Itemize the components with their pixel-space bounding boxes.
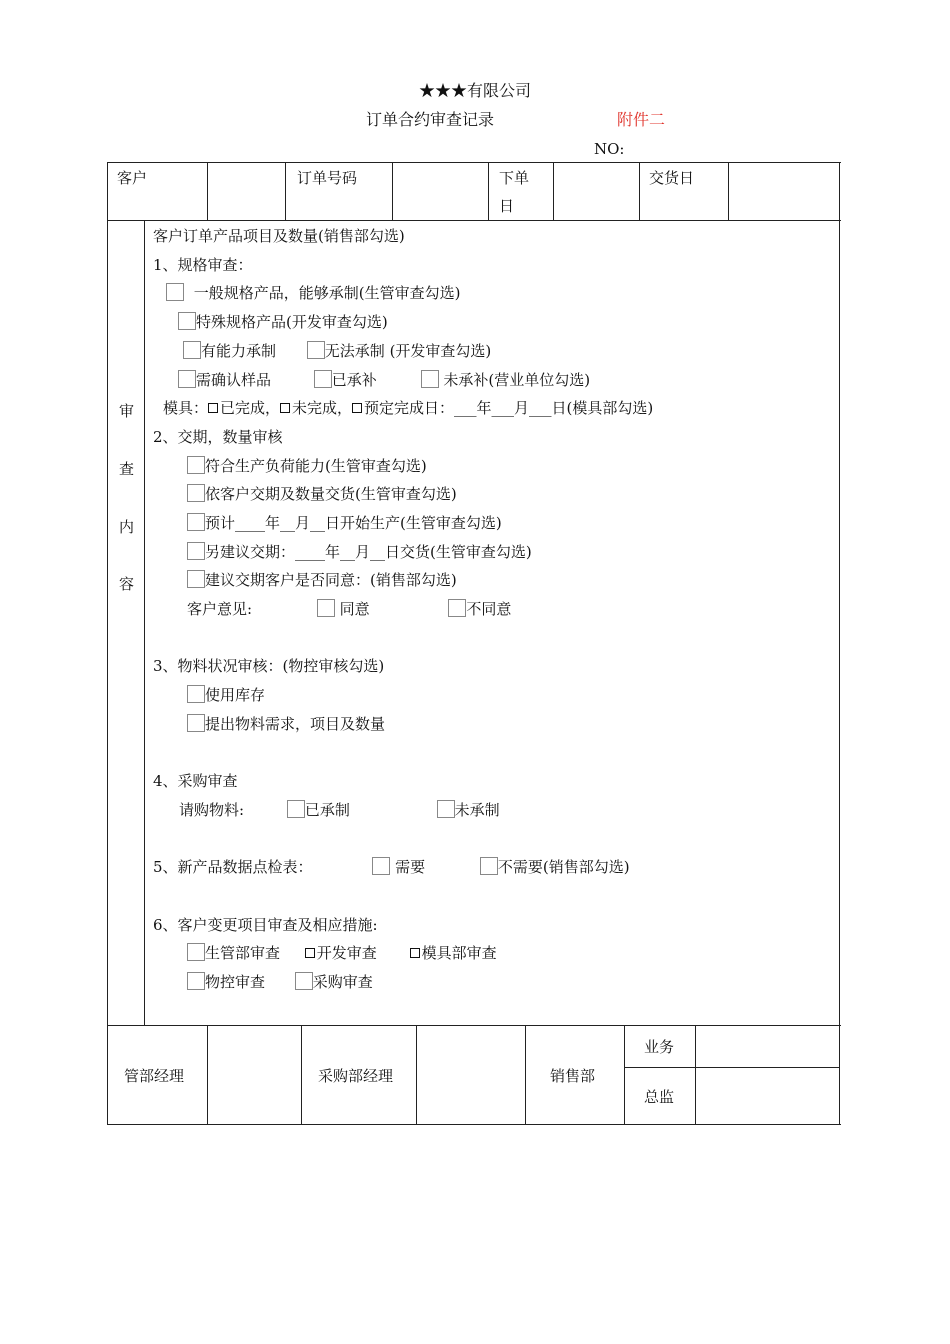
footer-divider xyxy=(624,1025,625,1124)
mold-undone-checkbox[interactable] xyxy=(280,403,290,413)
material-review-title: 3、物料状况审核：(物控审核勾选) xyxy=(153,657,385,675)
need-sample-checkbox[interactable] xyxy=(178,370,196,388)
supplied-checkbox[interactable] xyxy=(314,370,332,388)
delivery-review-title: 2、交期，数量审核 xyxy=(153,428,283,446)
agree-question-row xyxy=(187,566,457,594)
spec-general-label: 一般规格产品，能够承制(生管审查勾选) xyxy=(193,284,461,302)
form-title: 订单合约审查记录 xyxy=(366,110,495,129)
agree-checkbox[interactable] xyxy=(317,599,335,617)
purchase-undone-label: 未承制 xyxy=(454,801,500,819)
sample-row xyxy=(178,366,590,394)
spec-special-label: 特殊规格产品(开发审查勾选) xyxy=(196,313,388,331)
spec-review-title: 1、规格审查： xyxy=(153,256,253,274)
production-plan-label: 预计____年__月__日开始生产(生管审查勾选) xyxy=(205,514,502,532)
mold-done-checkbox[interactable] xyxy=(208,403,218,413)
spec-special-row xyxy=(178,308,388,336)
purchase-manager-signature-field[interactable] xyxy=(417,1026,524,1123)
suggest-delivery-row xyxy=(187,538,532,566)
table-border-row1 xyxy=(107,220,841,221)
attachment-label: 附件二 xyxy=(617,110,666,129)
production-plan-row xyxy=(187,509,502,537)
disagree-label: 不同意 xyxy=(466,600,512,618)
sales-label: 销售部 xyxy=(550,1067,596,1085)
capable-label: 有能力承制 xyxy=(201,342,277,360)
mold-done-label: 已完成， xyxy=(220,399,281,417)
customer-opinion-label: 客户意见: xyxy=(187,600,253,618)
material-review-checkbox[interactable] xyxy=(187,972,205,990)
top-row-divider xyxy=(488,162,489,220)
dev-review-checkbox[interactable] xyxy=(305,948,315,958)
customer-label: 客户 xyxy=(117,169,148,187)
not-need-label: 不需要(销售部勾选) xyxy=(497,858,630,876)
side-label-divider xyxy=(144,220,145,1025)
director-signature-field[interactable] xyxy=(696,1068,838,1123)
review-intro: 客户订单产品项目及数量(销售部勾选) xyxy=(153,227,405,245)
capacity-checkbox[interactable] xyxy=(187,456,205,474)
director-label: 总监 xyxy=(644,1088,675,1106)
top-row-divider xyxy=(285,162,286,220)
need-sample-label: 需确认样品 xyxy=(196,371,272,389)
follow-delivery-label: 依客户交期及数量交货(生管审查勾选) xyxy=(205,485,457,503)
footer-divider xyxy=(525,1025,526,1124)
manager-label: 管部经理 xyxy=(124,1067,185,1085)
footer-divider xyxy=(301,1025,302,1124)
mold-undone-label: 未完成， xyxy=(292,399,353,417)
manager-signature-field[interactable] xyxy=(208,1026,300,1123)
mold-review-label: 模具部审查 xyxy=(421,944,497,962)
number-label: NO: xyxy=(594,140,625,158)
agree-label: 同意 xyxy=(334,600,370,618)
not-need-checkbox[interactable] xyxy=(480,857,498,875)
business-label: 业务 xyxy=(644,1038,675,1056)
table-border-right xyxy=(839,162,840,1125)
incapable-checkbox[interactable] xyxy=(307,341,325,359)
change-review-row1 xyxy=(187,939,497,967)
follow-delivery-checkbox[interactable] xyxy=(187,484,205,502)
capacity-label: 符合生产负荷能力(生管审查勾选) xyxy=(205,457,427,475)
material-request-row xyxy=(187,710,385,738)
delivery-date-label: 交货日 xyxy=(649,169,695,187)
mold-row xyxy=(163,394,653,422)
agree-question-label: 建议交期客户是否同意：(销售部勾选) xyxy=(205,571,457,589)
purchase-review-title: 4、采购审查 xyxy=(153,772,238,790)
use-stock-checkbox[interactable] xyxy=(187,685,205,703)
follow-delivery-row xyxy=(187,480,457,508)
purchase-done-checkbox[interactable] xyxy=(287,800,305,818)
supplied-label: 已承补 xyxy=(331,371,377,389)
new-product-label: 5、新产品数据点检表： xyxy=(153,858,313,876)
prod-review-checkbox[interactable] xyxy=(187,943,205,961)
purchase-done-label: 已承制 xyxy=(304,801,350,819)
purchase-material-label: 请购物料: xyxy=(179,801,245,819)
not-supplied-checkbox[interactable] xyxy=(421,370,439,388)
change-review-row2 xyxy=(187,968,373,996)
customer-opinion-row xyxy=(187,595,511,623)
material-request-checkbox[interactable] xyxy=(187,714,205,732)
side-label-char: 审 xyxy=(119,402,135,420)
order-number-label: 订单号码 xyxy=(297,169,358,187)
prod-review-label: 生管部审查 xyxy=(205,944,281,962)
table-border-bottom xyxy=(107,1124,841,1125)
delivery-date-field[interactable] xyxy=(729,163,838,219)
purchase-review-label: 采购审查 xyxy=(312,973,373,991)
mold-planned-label: 预定完成日：___年___月___日(模具部勾选) xyxy=(364,399,654,417)
purchase-manager-label: 采购部经理 xyxy=(318,1067,394,1085)
material-request-label: 提出物料需求，项目及数量 xyxy=(205,715,386,733)
spec-general-checkbox[interactable] xyxy=(166,283,184,301)
order-date-label-line2: 日 xyxy=(499,197,515,215)
capability-row xyxy=(183,337,491,365)
capable-checkbox[interactable] xyxy=(183,341,201,359)
purchase-review-checkbox[interactable] xyxy=(295,972,313,990)
need-checkbox[interactable] xyxy=(372,857,390,875)
use-stock-label: 使用库存 xyxy=(205,686,266,704)
mold-label: 模具： xyxy=(163,399,209,417)
need-label: 需要 xyxy=(390,858,426,876)
side-label-char: 内 xyxy=(119,518,135,536)
purchase-undone-checkbox[interactable] xyxy=(437,800,455,818)
company-name: ★★★有限公司 xyxy=(418,81,531,100)
mold-planned-checkbox[interactable] xyxy=(352,403,362,413)
incapable-label: 无法承制 (开发审查勾选) xyxy=(324,342,492,360)
agree-question-checkbox[interactable] xyxy=(187,570,205,588)
order-date-field[interactable] xyxy=(554,163,638,219)
side-label-char: 容 xyxy=(119,575,135,593)
spec-special-checkbox[interactable] xyxy=(178,312,196,330)
suggest-delivery-label: 另建议交期：____年__月__日交货(生管审查勾选) xyxy=(205,543,532,561)
mold-review-checkbox[interactable] xyxy=(410,948,420,958)
change-review-title: 6、客户变更项目审查及相应措施: xyxy=(153,916,378,934)
side-label-char: 查 xyxy=(119,460,135,478)
production-plan-checkbox[interactable] xyxy=(187,513,205,531)
customer-field[interactable] xyxy=(208,163,284,219)
table-border-left xyxy=(107,162,108,1125)
capacity-row xyxy=(187,452,427,480)
business-signature-field[interactable] xyxy=(696,1026,838,1066)
spec-general-row xyxy=(166,279,461,307)
use-stock-row xyxy=(187,681,265,709)
not-supplied-label: 未承补(营业单位勾选) xyxy=(438,371,591,389)
suggest-delivery-checkbox[interactable] xyxy=(187,542,205,560)
purchase-material-row xyxy=(179,796,500,824)
new-product-row xyxy=(153,853,630,881)
disagree-checkbox[interactable] xyxy=(448,599,466,617)
order-number-field[interactable] xyxy=(393,163,487,219)
material-review-label: 物控审查 xyxy=(205,973,266,991)
top-row-divider xyxy=(639,162,640,220)
order-date-label-line1: 下单 xyxy=(499,169,530,187)
dev-review-label: 开发审查 xyxy=(316,944,377,962)
